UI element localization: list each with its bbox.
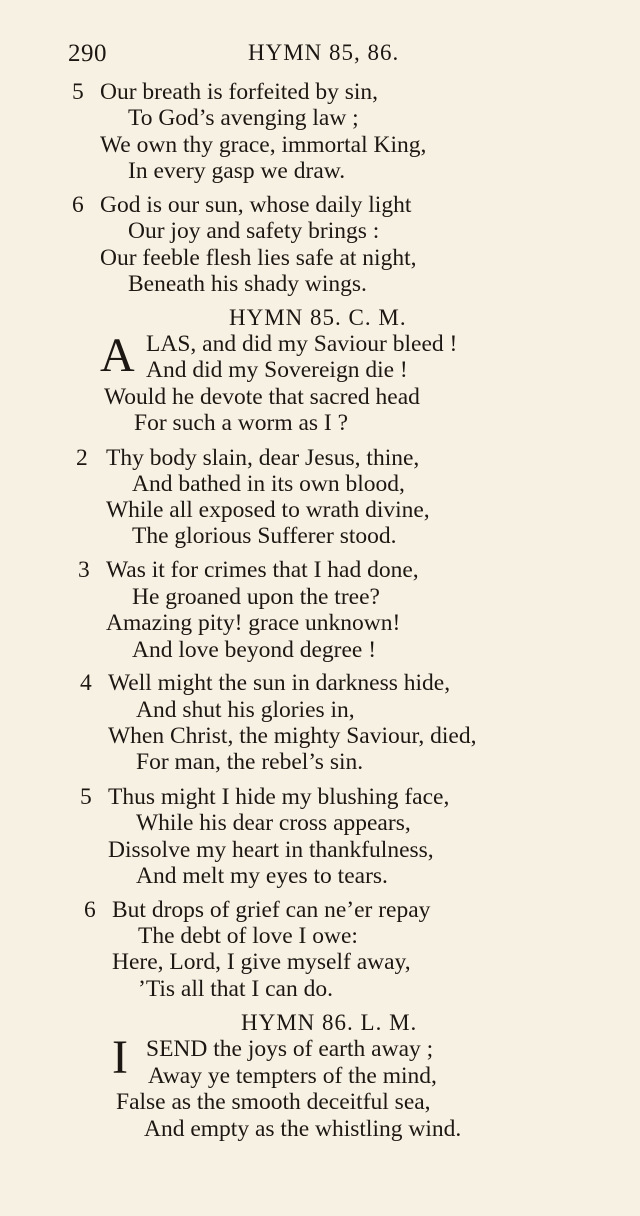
verse-line: For man, the rebel’s sin.: [136, 749, 364, 775]
verse-line: In every gasp we draw.: [128, 158, 346, 184]
stanza-number: 5: [72, 79, 84, 105]
verse-line: We own thy grace, immortal King,: [100, 132, 427, 158]
drop-cap: I: [112, 1031, 128, 1084]
page-header: [68, 40, 568, 72]
verse-line: Was it for crimes that I had done,: [106, 557, 419, 583]
verse-line: While his dear cross appears,: [136, 810, 411, 836]
stanza-number: 3: [78, 557, 90, 583]
verse-line: Thus might I hide my blushing face,: [108, 784, 450, 810]
verse-line: Amazing pity! grace unknown!: [106, 610, 401, 636]
verse-line: While all exposed to wrath divine,: [106, 497, 430, 523]
hymn-title: HYMN 86. L. M.: [241, 1010, 418, 1035]
verse-line: Well might the sun in darkness hide,: [108, 670, 451, 696]
verse-line: When Christ, the mighty Saviour, died,: [108, 723, 477, 749]
drop-cap: A: [100, 329, 135, 382]
verse-line: False as the smooth deceitful sea,: [116, 1089, 431, 1115]
verse-line: Our joy and safety brings :: [128, 218, 380, 244]
verse-line: Our breath is forfeited by sin,: [100, 79, 379, 105]
verse-line: LAS, and did my Saviour bleed !: [146, 331, 458, 357]
verse-line: But drops of grief can ne’er repay: [112, 897, 431, 923]
verse-line: And empty as the whistling wind.: [144, 1116, 462, 1142]
verse-line: The glorious Sufferer stood.: [132, 523, 397, 549]
verse-line: To God’s avenging law ;: [128, 105, 359, 131]
hymn-title: HYMN 85. C. M.: [229, 305, 407, 330]
verse-line: He groaned upon the tree?: [132, 584, 380, 610]
verse-line: For such a worm as I ?: [134, 410, 349, 436]
verse-line: Beneath his shady wings.: [128, 271, 367, 297]
verse-line: Away ye tempters of the mind,: [148, 1063, 437, 1089]
verse-line: The debt of love I owe:: [138, 923, 358, 949]
verse-line: And did my Sovereign die !: [146, 357, 408, 383]
running-title: HYMN 85, 86.: [248, 40, 400, 65]
verse-line: And shut his glories in,: [136, 697, 355, 723]
stanza-number: 2: [76, 445, 88, 471]
verse-line: Would he devote that sacred head: [104, 384, 420, 410]
stanza-number: 6: [72, 192, 84, 218]
stanza-number: 5: [80, 784, 92, 810]
verse-line: Here, Lord, I give myself away,: [112, 949, 411, 975]
verse-line: And love beyond degree !: [132, 637, 377, 663]
verse-line: SEND the joys of earth away ;: [146, 1036, 434, 1062]
verse-line: God is our sun, whose daily light: [100, 192, 412, 218]
verse-line: Dissolve my heart in thankfulness,: [108, 837, 434, 863]
verse-line: And bathed in its own blood,: [132, 471, 405, 497]
page-number: 290: [68, 40, 107, 67]
verse-line: Thy body slain, dear Jesus, thine,: [106, 445, 420, 471]
verse-line: And melt my eyes to tears.: [136, 863, 388, 889]
verse-line: ’Tis all that I can do.: [138, 976, 333, 1002]
stanza-number: 4: [80, 670, 92, 696]
verse-line: Our feeble flesh lies safe at night,: [100, 245, 417, 271]
stanza-number: 6: [84, 897, 96, 923]
